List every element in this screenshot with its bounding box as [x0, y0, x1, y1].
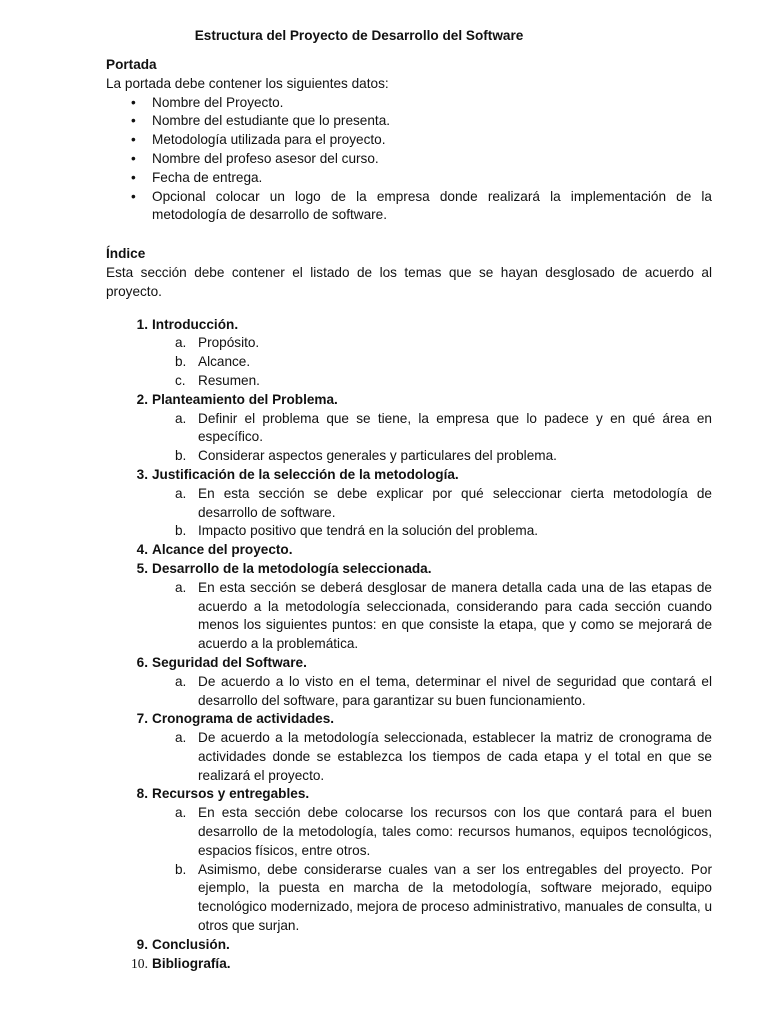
- portada-list-item: [131, 112, 712, 131]
- subtopic-letter: b.: [175, 861, 187, 877]
- bullet-icon: •: [131, 113, 136, 129]
- topic-number: 3.: [136, 466, 148, 482]
- subtopic-list: [152, 729, 712, 785]
- topic-number: 4.: [136, 542, 148, 558]
- portada-bullet-list: [106, 94, 712, 226]
- section-heading-portada: Portada: [106, 57, 157, 72]
- subtopic-text: Propósito.: [198, 335, 260, 351]
- subtopic-text: En esta sección debe colocarse los recursos con los que contará para el buen desarrollo de la metodología, tales como: recursos humanos, equipos tecnológicos, espacios físicos, entre otros.: [198, 805, 712, 858]
- topic-title: Introducción.: [152, 316, 239, 332]
- portada-list-item-text: Nombre del profeso asesor del curso.: [152, 150, 379, 166]
- portada-list-item-text: Metodología utilizada para el proyecto.: [152, 132, 386, 148]
- subtopic-item: [175, 447, 712, 466]
- index-topic: [136, 316, 712, 391]
- subtopic-text: Definir el problema que se tiene, la empresa que lo padece y en qué área en específico.: [198, 410, 712, 445]
- subtopic-letter: c.: [175, 372, 186, 388]
- subtopic-letter: b.: [175, 448, 187, 464]
- subtopic-letter: b.: [175, 354, 187, 370]
- section-heading-indice: Índice: [106, 246, 146, 262]
- subtopic-item: [175, 729, 712, 785]
- subtopic-item: [175, 334, 712, 353]
- subtopic-letter: a.: [175, 579, 187, 595]
- topic-number: 8.: [136, 786, 148, 802]
- subtopic-text: Alcance.: [198, 354, 251, 370]
- bullet-icon: •: [131, 94, 136, 110]
- subtopic-list: [152, 410, 712, 466]
- subtopic-text: De acuerdo a lo visto en el tema, determinar el nivel de seguridad que contará el desarrollo del software, para garantizar su buen funcionamiento.: [198, 673, 712, 708]
- topic-title: Alcance del proyecto.: [152, 542, 293, 558]
- portada-list-item: [131, 169, 712, 188]
- subtopic-letter: a.: [175, 730, 187, 746]
- index-topic-list: [106, 316, 712, 974]
- subtopic-text: En esta sección se debe explicar por qué seleccionar cierta metodología de desarrollo de software.: [198, 485, 712, 520]
- bullet-icon: •: [131, 150, 136, 166]
- subtopic-text: En esta sección se deberá desglosar de manera detalla cada una de las etapas de acuerdo a la metodología seleccionada, considerando para cada sección cuando menos los siguientes puntos: en que consiste la etapa, que y como se mejorará de acuerdo a la problemática.: [198, 579, 712, 652]
- subtopic-text: Resumen.: [198, 372, 260, 388]
- subtopic-list: [152, 485, 712, 541]
- portada-list-item: [131, 188, 712, 226]
- topic-number: 6.: [136, 654, 148, 670]
- subtopic-list: [152, 334, 712, 390]
- topic-title: Conclusión.: [152, 936, 230, 952]
- portada-list-item: [131, 150, 712, 169]
- indice-intro: Esta sección debe contener el listado de los temas que se hayan desglosado de acuerdo al proyecto.: [106, 264, 712, 299]
- subtopic-letter: a.: [175, 485, 187, 501]
- topic-number: 7.: [136, 711, 148, 727]
- subtopic-text: Asimismo, debe considerarse cuales van a ser los entregables del proyecto. Por ejemplo, la puesta en marcha de la metodología, software mejorado, equipo tecnológico modernizado, mejora de proceso administrativo, manuales de consulta, u otros que surjan.: [198, 861, 712, 934]
- bullet-icon: •: [131, 132, 136, 148]
- portada-list-item-text: Nombre del estudiante que lo presenta.: [152, 113, 391, 129]
- subtopic-item: [175, 861, 712, 936]
- index-topic: [131, 955, 712, 974]
- bullet-icon: •: [131, 188, 136, 204]
- subtopic-text: De acuerdo a la metodología seleccionada, establecer la matriz de cronograma de actividades donde se establezca los tiempos de cada etapa y el total en que se realizará el proyecto.: [198, 730, 712, 783]
- index-topic: [136, 654, 712, 710]
- subtopic-letter: b.: [175, 523, 187, 539]
- subtopic-item: [175, 673, 712, 711]
- topic-title: Planteamiento del Problema.: [152, 391, 338, 407]
- index-topic: [136, 936, 712, 955]
- subtopic-item: [175, 410, 712, 448]
- subtopic-item: [175, 353, 712, 372]
- portada-intro: La portada debe contener los siguientes datos:: [106, 75, 389, 91]
- portada-list-item-text: Fecha de entrega.: [152, 169, 263, 185]
- topic-title: Bibliografía.: [152, 955, 231, 971]
- topic-number: 2.: [136, 391, 148, 407]
- subtopic-item: [175, 485, 712, 523]
- topic-number: 5.: [136, 560, 148, 576]
- subtopic-letter: a.: [175, 410, 187, 426]
- document-title: Estructura del Proyecto de Desarrollo del Software: [194, 28, 524, 43]
- topic-number: 10.: [131, 955, 148, 971]
- index-topic: [136, 466, 712, 541]
- index-topic: [136, 541, 712, 560]
- portada-list-item: [131, 94, 712, 113]
- topic-title: Seguridad del Software.: [152, 654, 307, 670]
- subtopic-text: Considerar aspectos generales y particulares del problema.: [198, 448, 557, 464]
- topic-title: Desarrollo de la metodología seleccionada.: [152, 560, 432, 576]
- topic-title: Cronograma de actividades.: [152, 711, 335, 727]
- subtopic-list: [152, 804, 712, 936]
- subtopic-item: [175, 372, 712, 391]
- index-topic: [136, 391, 712, 466]
- subtopic-letter: a.: [175, 805, 187, 821]
- portada-list-item: [131, 131, 712, 150]
- portada-list-item-text: Opcional colocar un logo de la empresa donde realizará la implementación de la metodología de desarrollo de software.: [152, 188, 712, 223]
- topic-number: 9.: [136, 936, 148, 952]
- topic-number: 1.: [136, 316, 148, 332]
- subtopic-text: Impacto positivo que tendrá en la solución del problema.: [198, 523, 539, 539]
- subtopic-item: [175, 579, 712, 654]
- portada-list-item-text: Nombre del Proyecto.: [152, 94, 284, 110]
- subtopic-letter: a.: [175, 335, 187, 351]
- subtopic-item: [175, 522, 712, 541]
- topic-title: Justificación de la selección de la metodología.: [152, 466, 459, 482]
- index-topic: [136, 560, 712, 654]
- subtopic-list: [152, 673, 712, 711]
- topic-title: Recursos y entregables.: [152, 786, 310, 802]
- index-topic: [136, 710, 712, 785]
- subtopic-item: [175, 804, 712, 860]
- bullet-icon: •: [131, 169, 136, 185]
- index-topic: [136, 785, 712, 935]
- subtopic-list: [152, 579, 712, 654]
- subtopic-letter: a.: [175, 673, 187, 689]
